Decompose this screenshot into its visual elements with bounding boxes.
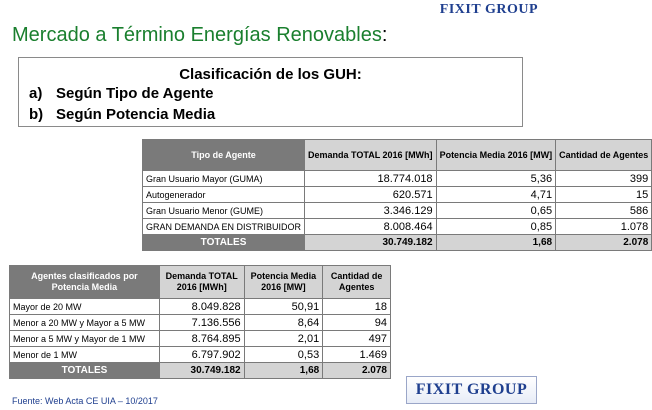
- power-cell: 0,85: [436, 219, 556, 235]
- classification-item-letter: b): [29, 106, 44, 123]
- slide-title: [12, 24, 387, 47]
- classification-item-a: [29, 85, 214, 102]
- power-cell: 50,91: [244, 299, 323, 315]
- count-cell: 15: [556, 187, 652, 203]
- company-logo-text: FIXIT GROUP: [415, 381, 528, 398]
- top-banner: [0, 0, 546, 22]
- demand-cell: 8.049.828: [159, 299, 244, 315]
- agent-type-cell: Gran Usuario Menor (GUME): [143, 203, 305, 219]
- demand-cell: 3.346.129: [305, 203, 437, 219]
- count-cell: 18: [323, 299, 391, 315]
- total-demand-cell: 30.749.182: [305, 235, 437, 251]
- power-class-cell: Menor a 5 MW y Mayor de 1 MW: [10, 331, 160, 347]
- power-cell: 0,65: [436, 203, 556, 219]
- count-cell: 1.078: [556, 219, 652, 235]
- power-cell: 0,53: [244, 347, 323, 363]
- column-header: Potencia Media 2016 [MW]: [244, 266, 323, 299]
- classification-item-text: Según Potencia Media: [56, 106, 216, 123]
- count-cell: 399: [556, 171, 652, 187]
- agent-type-cell: Autogenerador: [143, 187, 305, 203]
- count-cell: 94: [323, 315, 391, 331]
- count-cell: 497: [323, 331, 391, 347]
- column-header: Potencia Media 2016 [MW]: [436, 140, 556, 171]
- totals-label: TOTALES: [10, 363, 160, 379]
- power-cell: 2,01: [244, 331, 323, 347]
- column-header: Cantidad de Agentes: [323, 266, 391, 299]
- power-cell: 8,64: [244, 315, 323, 331]
- demand-cell: 7.136.556: [159, 315, 244, 331]
- column-header: Demanda TOTAL 2016 [MWh]: [305, 140, 437, 171]
- column-header: Tipo de Agente: [143, 140, 305, 171]
- column-header: Cantidad de Agentes: [556, 140, 652, 171]
- classification-box: [18, 57, 523, 127]
- slide-title-text: Mercado a Término Energías Renovables: [12, 24, 382, 46]
- power-class-cell: Mayor de 20 MW: [10, 299, 160, 315]
- column-header: Agentes clasificados por Potencia Media: [10, 266, 160, 299]
- count-cell: 586: [556, 203, 652, 219]
- power-cell: 4,71: [436, 187, 556, 203]
- source-note: Fuente: Web Acta CE UIA – 10/2017: [12, 396, 158, 406]
- count-cell: 1.469: [323, 347, 391, 363]
- totals-row: [143, 235, 652, 251]
- total-power-cell: 1,68: [244, 363, 323, 379]
- table-row: [143, 187, 652, 203]
- power-class-cell: Menor a 20 MW y Mayor a 5 MW: [10, 315, 160, 331]
- column-header: Demanda TOTAL 2016 [MWh]: [159, 266, 244, 299]
- table-row: [10, 315, 391, 331]
- totals-row: [10, 363, 391, 379]
- classification-item-b: [29, 106, 215, 123]
- demand-cell: 8.764.895: [159, 331, 244, 347]
- power-class-cell: Menor de 1 MW: [10, 347, 160, 363]
- demand-cell: 18.774.018: [305, 171, 437, 187]
- table-row: [143, 203, 652, 219]
- table-tipo-de-agente: [142, 139, 652, 251]
- demand-cell: 8.008.464: [305, 219, 437, 235]
- slide-title-colon: :: [381, 24, 388, 46]
- classification-item-letter: a): [29, 85, 43, 102]
- company-logo-top: FIXIT GROUP: [439, 2, 538, 17]
- total-power-cell: 1,68: [436, 235, 556, 251]
- table-row: [10, 347, 391, 363]
- total-count-cell: 2.078: [556, 235, 652, 251]
- table-row: [10, 299, 391, 315]
- classification-heading: Clasificación de los GUH:: [179, 66, 362, 83]
- agent-type-cell: GRAN DEMANDA EN DISTRIBUIDOR: [143, 219, 305, 235]
- classification-item-text: Según Tipo de Agente: [56, 85, 214, 102]
- table-row: [10, 331, 391, 347]
- table-row: [143, 219, 652, 235]
- total-demand-cell: 30.749.182: [159, 363, 244, 379]
- power-cell: 5,36: [436, 171, 556, 187]
- table-potencia-media: [9, 265, 391, 379]
- total-count-cell: 2.078: [323, 363, 391, 379]
- totals-label: TOTALES: [143, 235, 305, 251]
- company-logo-bottom: [406, 376, 537, 404]
- table-row: [143, 171, 652, 187]
- demand-cell: 6.797.902: [159, 347, 244, 363]
- demand-cell: 620.571: [305, 187, 437, 203]
- agent-type-cell: Gran Usuario Mayor (GUMA): [143, 171, 305, 187]
